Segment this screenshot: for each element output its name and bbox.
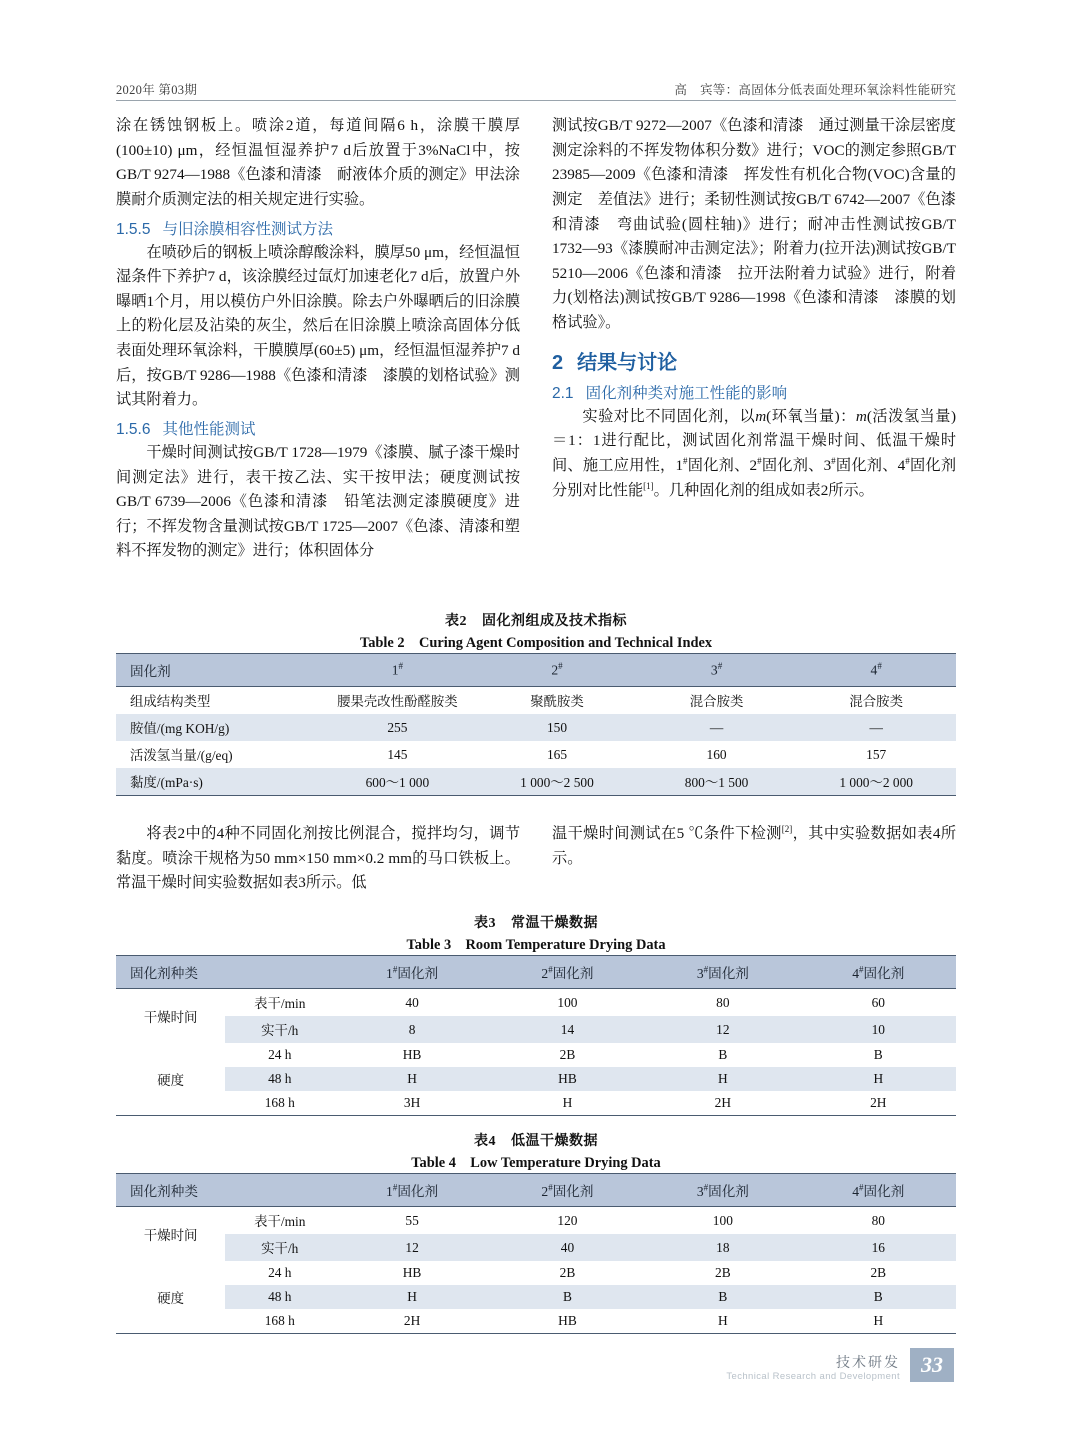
header-divider: [116, 100, 956, 101]
table3-r0c4: 60: [801, 989, 956, 1017]
table4-r4c1: 2H: [334, 1309, 489, 1334]
heading-section-2-number: 2: [552, 351, 564, 374]
table-row: [116, 1285, 956, 1309]
table3-caption-zh: [116, 912, 956, 932]
table4-caption-en: Table 4 Low Temperature Drying Data: [411, 1155, 661, 1171]
symbol-m-1: m: [755, 407, 767, 425]
table3-caption-zh-title: 常温干燥数据: [511, 916, 598, 931]
table3-group-drying-time: 干燥时间: [116, 989, 225, 1044]
table-row: [116, 714, 956, 741]
table-row: [116, 1309, 956, 1334]
running-head: [116, 72, 956, 98]
table3-r1c0: 实干/h: [225, 1016, 334, 1043]
right-para-2-g: 固化剂分别对比性能: [552, 456, 957, 499]
heading-section-2-1-number: 2.1: [552, 384, 574, 402]
symbol-m-2: m: [855, 407, 867, 425]
table4-group-drying-time: 干燥时间: [116, 1207, 225, 1262]
heading-section-2: [552, 346, 956, 375]
superscript-hash-4: #: [905, 455, 910, 466]
table3-r3c1: H: [334, 1067, 489, 1091]
table3-r1c3: 12: [645, 1016, 800, 1043]
table4-r1c4: 16: [801, 1234, 956, 1261]
table3-header-3: 3#固化剂: [645, 956, 800, 989]
table4-header-4: 4#固化剂: [801, 1174, 956, 1207]
table4-group-hardness: 硬度: [116, 1261, 225, 1334]
table3-r4c0: 168 h: [225, 1091, 334, 1116]
heading-section-2-1: [552, 381, 956, 403]
mid-left-para: 将表2中的4种不同固化剂按比例混合，搅拌均匀，调节黏度。喷涂干规格为50 mm×150 mm×0.2 mm的马口铁板上。常温干燥时间实验数据如表3所示。低: [116, 825, 520, 892]
table4-header-3: 3#固化剂: [645, 1174, 800, 1207]
table2-r3c4: 1 000～2 000: [796, 768, 956, 796]
table4-r3c2: B: [490, 1285, 645, 1309]
table4-r2c3: 2B: [645, 1261, 800, 1285]
right-para-2-a: 实验对比不同固化剂，以: [582, 407, 756, 425]
table3-caption-en: Table 3 Room Temperature Drying Data: [406, 937, 666, 953]
table4-r2c4: 2B: [801, 1261, 956, 1285]
left-para-2: 在喷砂后的钢板上喷涂醇酸涂料，膜厚50 μm，经恒温恒湿条件下养护7 d，该涂膜经过氙灯加速老化7 d后，放置户外曝晒1个月，用以模仿户外旧涂膜。除去户外曝晒后的旧涂膜上的粉化层及沾染的灰尘，然后在旧涂膜上喷涂高固体分低表面处理环氧涂料，干膜膜厚(60±5) μm，经恒温恒湿养护7 d后，按GB/T 9286—1988《色漆和清漆 漆膜的划格试验》测试其附着力。: [116, 243, 520, 409]
table3-r4c3: 2H: [645, 1091, 800, 1116]
table-row: [116, 1207, 956, 1235]
table3-header-4: 4#固化剂: [801, 956, 956, 989]
table-row: [116, 687, 956, 715]
table4-header-2: 2#固化剂: [490, 1174, 645, 1207]
table2-r2c2: 165: [477, 741, 637, 768]
mid-right-column: [552, 822, 956, 896]
table4-caption-zh: [116, 1130, 956, 1150]
superscript-hash-3: #: [831, 455, 836, 466]
table3-caption-zh-label: 表3: [474, 916, 496, 931]
table4-r0c3: 100: [645, 1207, 800, 1235]
table2-header-1: 1#: [318, 654, 478, 687]
table2-caption-en: Table 2 Curing Agent Composition and Technical Index: [359, 635, 713, 651]
table4-block: [116, 1130, 956, 1334]
table2-r1c3: —: [637, 714, 797, 741]
table3-header-row: [116, 956, 956, 989]
table4-header-row: [116, 1174, 956, 1207]
citation-1: [1]: [643, 480, 654, 491]
page-number: 33: [910, 1348, 954, 1382]
table3-r3c3: H: [645, 1067, 800, 1091]
table3-header-2: 2#固化剂: [490, 956, 645, 989]
table2-r2c1: 145: [318, 741, 478, 768]
table4-r4c2: HB: [490, 1309, 645, 1334]
table2-r1c1: 255: [318, 714, 478, 741]
table3-r2c0: 24 h: [225, 1043, 334, 1067]
table4-caption-zh-label: 表4: [474, 1134, 496, 1149]
table4: [116, 1173, 956, 1334]
table-row: [116, 1043, 956, 1067]
left-para-3: 干燥时间测试按GB/T 1728—1979《漆膜、腻子漆干燥时间测定法》进行，表干按乙法、实干按甲法；硬度测试按GB/T 6739—2006《色漆和清漆 铅笔法测定漆膜硬度》进行；不挥发物含量测试按GB/T 1725—2007《色漆、清漆和塑料不挥发物的测定》进行；体积固体分: [116, 443, 520, 560]
superscript-hash-1: #: [683, 455, 688, 466]
footer-text: [726, 1356, 900, 1382]
table2-header-0: 固化剂: [116, 654, 318, 687]
table3-group-hardness: 硬度: [116, 1043, 225, 1116]
footer-section-en: Technical Research and Development: [726, 1370, 900, 1382]
table2-r1c0: 胺值/(mg KOH/g): [116, 714, 318, 741]
right-para-1: 测试按GB/T 9272—2007《色漆和清漆 通过测量干涂层密度测定涂料的不挥发物体积分数》进行；VOC的测定参照GB/T 23985—2009《色漆和清漆 挥发性有机化合物(VOC)含量的测定 差值法》进行；柔韧性测试按GB/T 6742—2007《色漆和清漆 弯曲试验(圆柱轴)》进行；耐冲击性测试按GB/T 1732—93《漆膜耐冲击测定法》；附着力(拉开法)测试按GB/T 5210—2006《色漆和清漆 拉开法附着力试验》进行，附着力(划格法)测试按GB/T 9286—1998《色漆和清漆 漆膜的划格试验》。: [552, 117, 956, 331]
right-para-2-d: 固化剂、2: [687, 456, 758, 474]
table-row: [116, 1067, 956, 1091]
right-para-2-f: 固化剂、4: [835, 456, 906, 474]
heading-1-5-6-number: 1.5.6: [116, 420, 151, 438]
table2-header-2: 2#: [477, 654, 637, 687]
heading-1-5-6: [116, 417, 520, 439]
heading-section-2-title: 结果与讨论: [577, 351, 678, 374]
table4-r3c1: H: [334, 1285, 489, 1309]
right-para-2-h: 。几种固化剂的组成如表2所示。: [653, 481, 874, 499]
table2-caption-zh-label: 表2: [445, 614, 467, 629]
table4-r0c2: 120: [490, 1207, 645, 1235]
page-sheet: [34, 22, 1038, 1422]
table-row: [116, 768, 956, 796]
table2-r0c3: 混合胺类: [637, 687, 797, 715]
table4-caption-zh-title: 低温干燥数据: [511, 1134, 598, 1149]
heading-1-5-5-title: 与旧涂膜相容性测试方法: [162, 220, 333, 238]
table3-r4c4: 2H: [801, 1091, 956, 1116]
table4-r4c0: 168 h: [225, 1309, 334, 1334]
table2-caption-zh-title: 固化剂组成及技术指标: [482, 614, 627, 629]
table2-r3c0: 黏度/(mPa·s): [116, 768, 318, 796]
table4-r2c1: HB: [334, 1261, 489, 1285]
table4-r1c1: 12: [334, 1234, 489, 1261]
table3-header-1: 1#固化剂: [334, 956, 489, 989]
table4-r1c0: 实干/h: [225, 1234, 334, 1261]
right-para-2: [552, 405, 956, 504]
table4-r2c0: 24 h: [225, 1261, 334, 1285]
table3-r3c0: 48 h: [225, 1067, 334, 1091]
table3-r0c0: 表干/min: [225, 989, 334, 1017]
table3-block: [116, 912, 956, 1116]
table2-header-3: 3#: [637, 654, 797, 687]
heading-1-5-5-number: 1.5.5: [116, 220, 151, 238]
right-para-2-b: (环氧当量)：: [766, 407, 856, 425]
table-row: [116, 1091, 956, 1116]
citation-2: [2]: [781, 824, 793, 834]
mid-right-para-a: 温干燥时间测试在5 ℃条件下检测: [552, 825, 782, 843]
table2-r0c0: 组成结构类型: [116, 687, 318, 715]
table2-r3c2: 1 000～2 500: [477, 768, 637, 796]
table-row: [116, 1261, 956, 1285]
table3-r0c3: 80: [645, 989, 800, 1017]
table3-r1c2: 14: [490, 1016, 645, 1043]
heading-section-2-1-title: 固化剂种类对施工性能的影响: [585, 384, 788, 402]
body-columns: [116, 114, 956, 564]
table2-header-4: 4#: [796, 654, 956, 687]
heading-1-5-6-title: 其他性能测试: [162, 420, 256, 438]
table2-r1c2: 150: [477, 714, 637, 741]
table4-r1c3: 18: [645, 1234, 800, 1261]
table4-r4c4: H: [801, 1309, 956, 1334]
table3: [116, 955, 956, 1116]
mid-right-para: [552, 822, 956, 871]
mid-right-para-b: ，其中实验数据如表4所示。: [552, 825, 957, 867]
table4-r3c4: B: [801, 1285, 956, 1309]
table2-r3c1: 600～1 000: [318, 768, 478, 796]
table3-r2c1: HB: [334, 1043, 489, 1067]
table3-header-0: 固化剂种类: [116, 956, 334, 989]
table3-r1c4: 10: [801, 1016, 956, 1043]
table2-r3c3: 800～1 500: [637, 768, 797, 796]
right-column: [552, 114, 956, 564]
table3-r0c1: 40: [334, 989, 489, 1017]
table-row: [116, 1016, 956, 1043]
table3-r3c4: H: [801, 1067, 956, 1091]
table2-r1c4: —: [796, 714, 956, 741]
table4-r3c3: B: [645, 1285, 800, 1309]
table2-r0c4: 混合胺类: [796, 687, 956, 715]
table3-r2c2: 2B: [490, 1043, 645, 1067]
table2-block: [116, 610, 956, 796]
table-row: [116, 1234, 956, 1261]
left-para-1: 涂在锈蚀钢板上。喷涂2道，每道间隔6 h，涂膜干膜厚(100±10) μm，经恒温恒湿养护7 d后放置于3%NaCl中，按GB/T 9274—1988《色漆和清漆 耐液体介质的测定》甲法涂膜耐介质测定法的相关规定进行实验。: [116, 117, 520, 208]
running-head-right: 高 宾等：高固体分低表面处理环氧涂料性能研究: [674, 83, 956, 97]
table2-r2c0: 活泼氢当量/(g/eq): [116, 741, 318, 768]
table3-r4c1: 3H: [334, 1091, 489, 1116]
table3-r3c2: HB: [490, 1067, 645, 1091]
table3-r0c2: 100: [490, 989, 645, 1017]
table4-r3c0: 48 h: [225, 1285, 334, 1309]
heading-1-5-5: [116, 217, 520, 239]
table2-r2c4: 157: [796, 741, 956, 768]
superscript-hash-2: #: [757, 455, 762, 466]
table3-r2c4: B: [801, 1043, 956, 1067]
table4-r4c3: H: [645, 1309, 800, 1334]
table2-r0c1: 腰果壳改性酚醛胺类: [318, 687, 478, 715]
footer-section-zh: 技术研发: [836, 1356, 900, 1372]
right-para-2-e: 固化剂、3: [761, 456, 832, 474]
left-column: [116, 114, 520, 564]
table-row: [116, 741, 956, 768]
table4-header-1: 1#固化剂: [334, 1174, 489, 1207]
table2: [116, 653, 956, 796]
table4-r2c2: 2B: [490, 1261, 645, 1285]
mid-columns: [116, 822, 956, 896]
table2-r0c2: 聚酰胺类: [477, 687, 637, 715]
table2-header-row: [116, 654, 956, 687]
running-head-left: 2020年 第03期: [116, 83, 198, 97]
table3-r1c1: 8: [334, 1016, 489, 1043]
table3-r4c2: H: [490, 1091, 645, 1116]
table-row: [116, 989, 956, 1017]
table4-header-0: 固化剂种类: [116, 1174, 334, 1207]
mid-left-column: [116, 822, 520, 896]
page-footer: [726, 1348, 954, 1382]
table4-r0c4: 80: [801, 1207, 956, 1235]
table2-r2c3: 160: [637, 741, 797, 768]
right-para-2-c: (活泼氢当量)＝1：1进行配比，测试固化剂常温干燥时间、低温干燥时间、施工应用性，1: [552, 407, 957, 474]
table2-caption-zh: [116, 610, 956, 630]
table4-r0c1: 55: [334, 1207, 489, 1235]
table4-r1c2: 40: [490, 1234, 645, 1261]
table4-r0c0: 表干/min: [225, 1207, 334, 1235]
table3-r2c3: B: [645, 1043, 800, 1067]
